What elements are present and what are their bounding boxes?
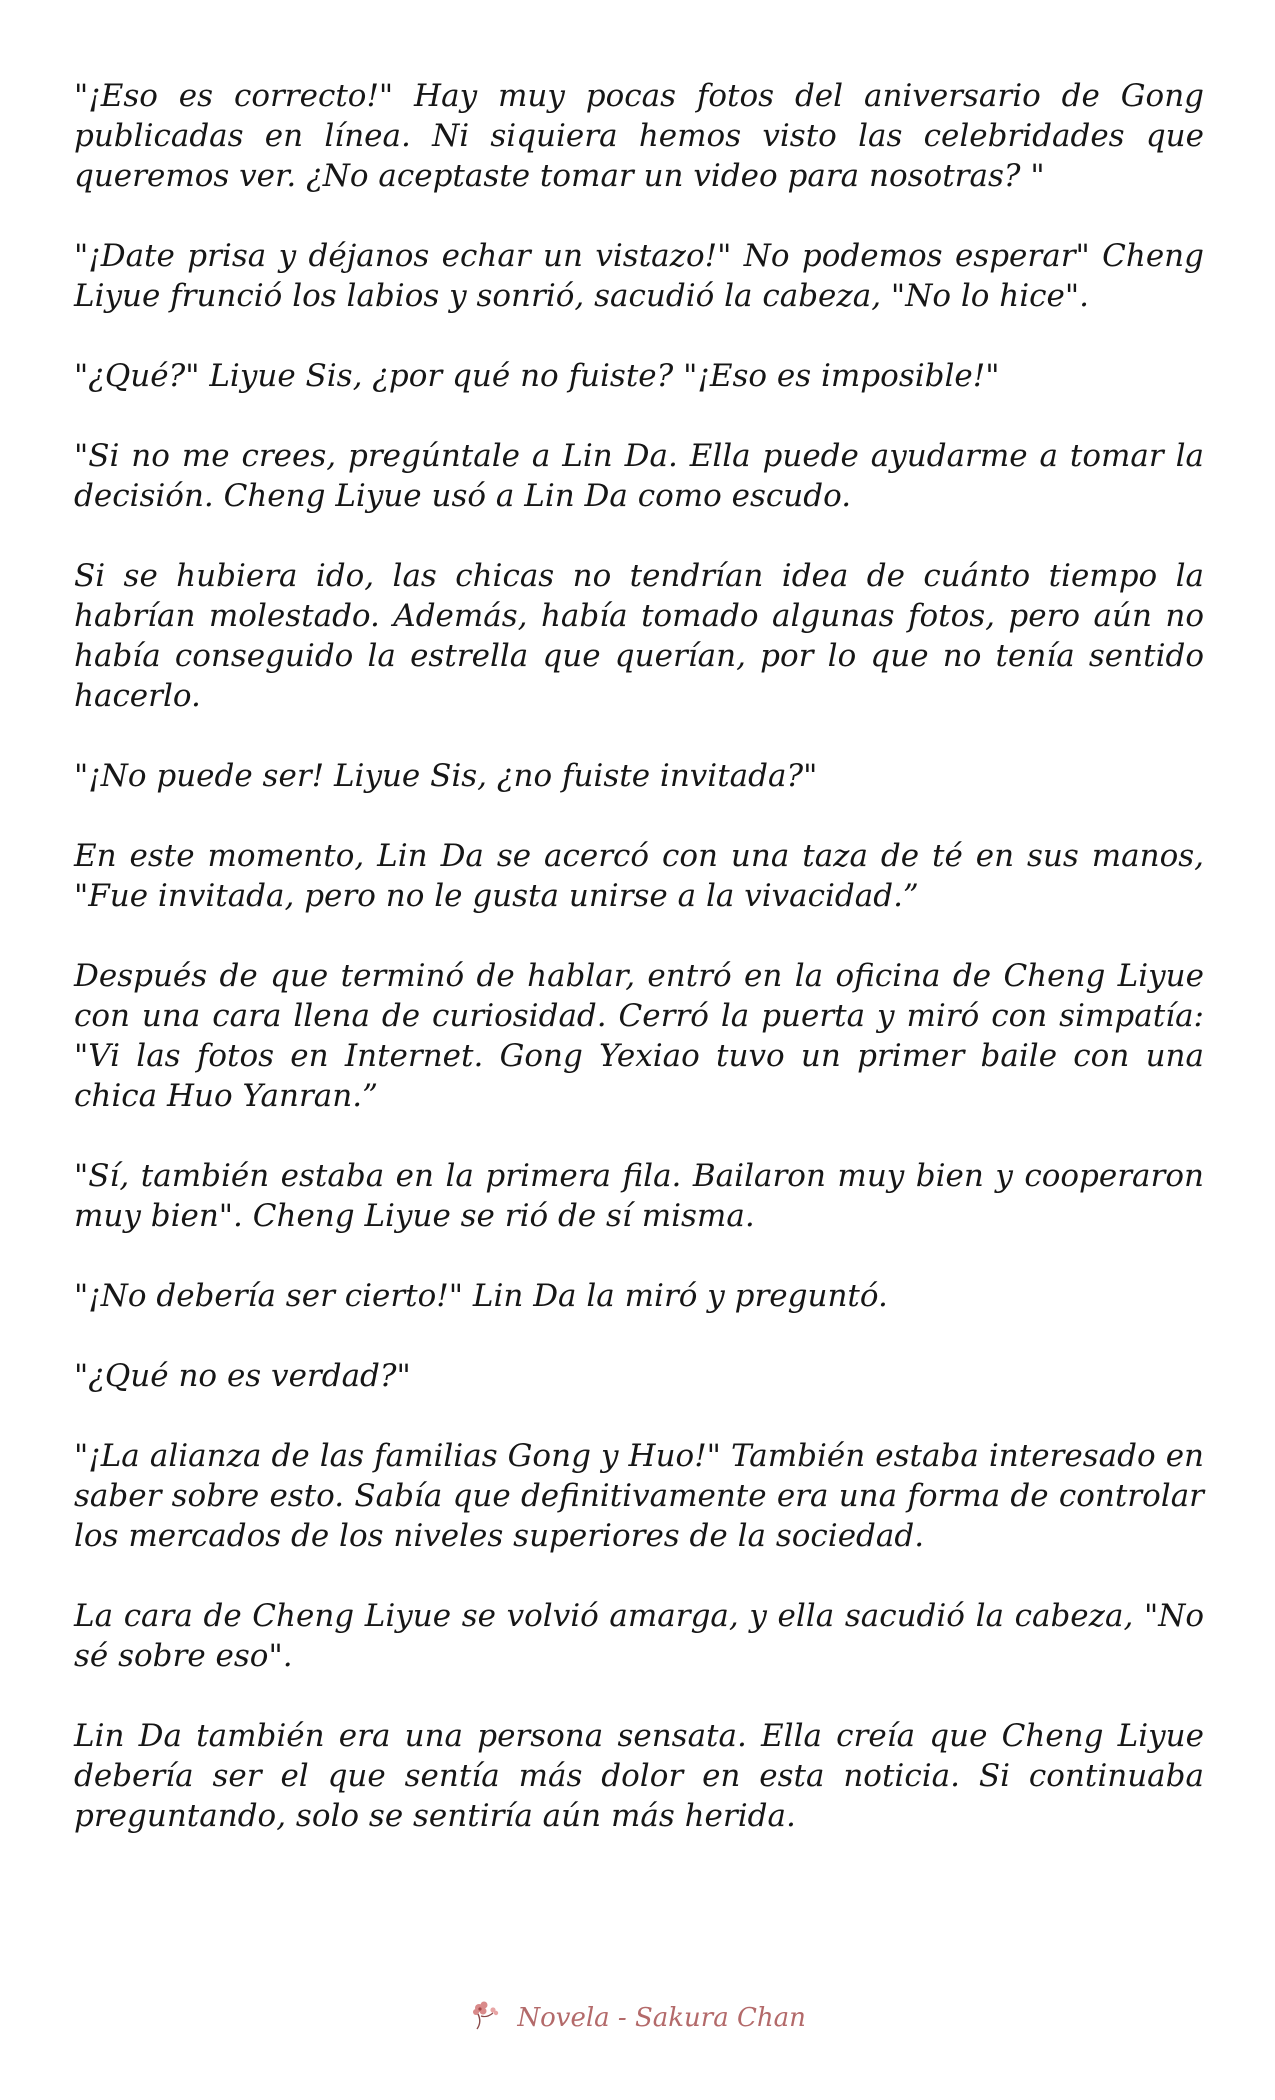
paragraph-7: En este momento, Lin Da se acercó con una taza de té en sus manos, "Fue invitada, pero no le gusta unirse a la vivacidad.” bbox=[74, 838, 1204, 914]
paragraph-9: "Sí, también estaba en la primera fila. Bailaron muy bien y cooperaron muy bien". Cheng Liyue se rió de sí misma. bbox=[74, 1158, 1204, 1234]
paragraph-13: La cara de Cheng Liyue se volvió amarga, y ella sacudió la cabeza, "No sé sobre eso". bbox=[74, 1598, 1204, 1674]
sakura-flower-icon bbox=[469, 1998, 503, 2032]
paragraph-14: Lin Da también era una persona sensata. Ella creía que Cheng Liyue debería ser el que sentía más dolor en esta noticia. Si continuaba preguntando, solo se sentiría aún más herida. bbox=[74, 1718, 1204, 1834]
paragraph-2: "¡Date prisa y déjanos echar un vistazo!" No podemos esperar" Cheng Liyue frunció los labios y sonrió, sacudió la cabeza, "No lo hice". bbox=[74, 238, 1204, 314]
footer-text: Novela - Sakura Chan bbox=[517, 2003, 806, 2033]
paragraph-10: "¡No debería ser cierto!" Lin Da la miró y preguntó. bbox=[74, 1278, 888, 1314]
paragraph-11: "¿Qué no es verdad?" bbox=[74, 1358, 411, 1394]
paragraph-4: "Si no me crees, pregúntale a Lin Da. Ella puede ayudarme a tomar la decisión. Cheng Liyue usó a Lin Da como escudo. bbox=[74, 438, 1204, 514]
paragraph-5: Si se hubiera ido, las chicas no tendrían idea de cuánto tiempo la habrían molestado. Además, había tomado algunas fotos, pero aún no había conseguido la estrella que querían, por lo que no tenía sentido hacerlo. bbox=[74, 558, 1204, 714]
paragraph-8: Después de que terminó de hablar, entró en la oficina de Cheng Liyue con una cara llena de curiosidad. Cerró la puerta y miró con simpatía: "Vi las fotos en Internet. Gong Yexiao tuvo un primer baile con una chica Huo Yanran.” bbox=[74, 958, 1204, 1114]
paragraph-6: "¡No puede ser! Liyue Sis, ¿no fuiste invitada?" bbox=[74, 758, 818, 794]
paragraph-12: "¡La alianza de las familias Gong y Huo!" También estaba interesado en saber sobre esto. Sabía que definitivamente era una forma de controlar los mercados de los niveles superiores de la sociedad. bbox=[74, 1438, 1204, 1554]
document-body bbox=[74, 76, 1204, 1876]
paragraph-1: "¡Eso es correcto!" Hay muy pocas fotos del aniversario de Gong publicadas en línea. Ni siquiera hemos visto las celebridades que queremos ver. ¿No aceptaste tomar un video para nosotras? " bbox=[74, 78, 1204, 194]
footer-watermark bbox=[0, 1998, 1275, 2033]
paragraph-3: "¿Qué?" Liyue Sis, ¿por qué no fuiste? "¡Eso es imposible!" bbox=[74, 358, 1000, 394]
